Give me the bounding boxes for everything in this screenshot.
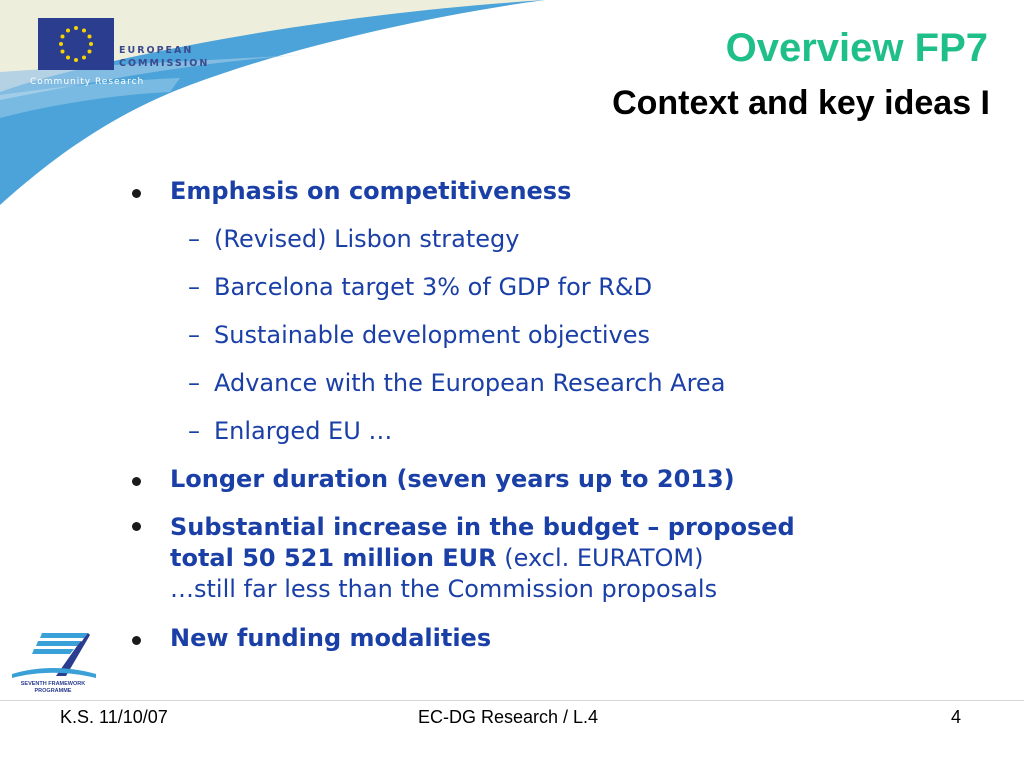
bullet-text-strong: Substantial increase in the budget – proposed xyxy=(170,513,795,541)
page-number: 4 xyxy=(951,707,962,727)
bullet-text: New funding modalities xyxy=(170,624,492,652)
bullet-text: Longer duration (seven years up to 2013) xyxy=(170,465,735,493)
sub-bullet-item xyxy=(126,220,946,268)
sub-bullet-text: Enlarged EU … xyxy=(214,417,393,445)
bullet-item xyxy=(126,619,946,657)
sub-bullet-item xyxy=(126,364,946,412)
sub-bullet-text: Advance with the European Research Area xyxy=(214,369,726,397)
bullet-dot-icon xyxy=(132,477,141,486)
eu-flag-icon xyxy=(38,18,114,70)
bullet-text: …still far less than the Commission proposals xyxy=(170,575,718,603)
footer-center: EC-DG Research / L.4 xyxy=(418,707,599,727)
sub-bullet-text: Sustainable development objectives xyxy=(214,321,650,349)
fp7-logo-icon xyxy=(8,630,98,682)
sub-bullet-text: (Revised) Lisbon strategy xyxy=(214,225,520,253)
dash-icon: – xyxy=(188,417,200,445)
slide-subtitle: Context and key ideas I xyxy=(612,84,990,122)
bullet-dot-icon xyxy=(132,636,141,645)
fp7-logo-line1: SEVENTH FRAMEWORK xyxy=(20,681,86,687)
sub-bullet-text: Barcelona target 3% of GDP for R&D xyxy=(214,273,653,301)
bullet-item xyxy=(126,460,946,508)
footer-left: K.S. 11/10/07 xyxy=(60,707,168,727)
bullet-text: (excl. EURATOM) xyxy=(504,544,704,572)
sub-bullet-item xyxy=(126,412,946,460)
dash-icon: – xyxy=(188,321,200,349)
dash-icon: – xyxy=(188,273,200,301)
sub-bullet-item xyxy=(126,316,946,364)
org-subtitle: Community Research xyxy=(30,77,145,87)
slide-title: Overview FP7 xyxy=(725,26,988,70)
fp7-logo-line2: PROGRAMME xyxy=(34,688,72,694)
org-name-line1: EUROPEAN xyxy=(119,45,194,56)
org-name-line2: COMMISSION xyxy=(119,58,210,69)
bullet-item xyxy=(126,508,946,605)
org-name xyxy=(119,44,209,70)
footer-divider xyxy=(0,700,1024,701)
bullet-dot-icon xyxy=(132,189,141,198)
bullet-text: Emphasis on competitiveness xyxy=(170,177,572,205)
bullet-item xyxy=(126,172,946,220)
sub-bullet-item xyxy=(126,268,946,316)
bullet-text-strong: total 50 521 million EUR xyxy=(170,544,497,572)
fp7-logo-text xyxy=(14,681,92,695)
bullet-dot-icon xyxy=(132,522,141,531)
dash-icon: – xyxy=(188,225,200,253)
slide-content xyxy=(126,172,946,657)
dash-icon: – xyxy=(188,369,200,397)
